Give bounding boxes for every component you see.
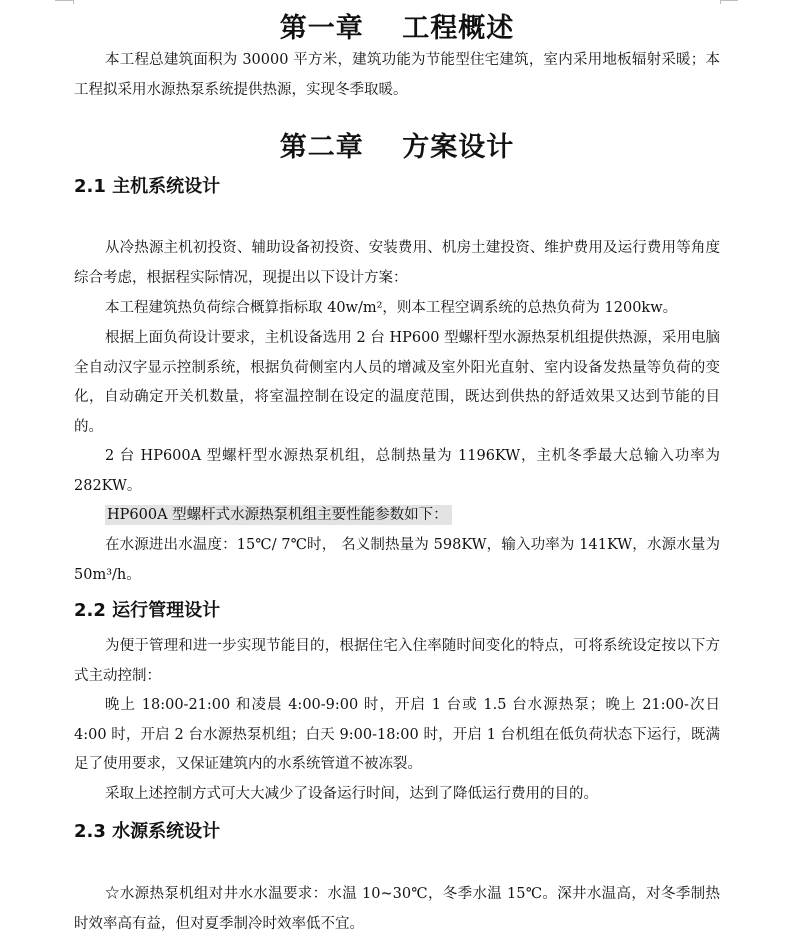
section-2-3-paragraph-1: ☆水源热泵机组对井水水温要求：水温 10~30℃，冬季水温 15℃。深井水温高，对冬季制热时效率高有益，但对夏季制冷时效率低不宜。 <box>74 886 720 932</box>
chapter-1-title: 第一章 工程概述 <box>279 13 515 44</box>
section-2-1-paragraph-1: 从冷热源主机初投资、辅助设备初投资、安装费用、机房土建投资、维护费用及运行费用等角度综合考虑，根据程实际情况，现提出以下设计方案： <box>74 240 720 286</box>
section-2-3-heading: 2.3 水源系统设计 <box>74 821 221 842</box>
section-2-2-paragraph-3: 采取上述控制方式可大大减少了设备运行时间，达到了降低运行费用的目的。 <box>105 786 598 802</box>
chapter-1-intro: 本工程总建筑面积为 30000 平方米，建筑功能为节能型住宅建筑，室内采用地板辐射采暖；本工程拟采用水源热泵系统提供热源，实现冬季取暖。 <box>74 52 720 98</box>
section-2-1-paragraph-2: 本工程建筑热负荷综合概算指标取 40w/m²，则本工程空调系统的总热负荷为 1200kw。 <box>105 300 678 316</box>
section-2-1-paragraph-6: 在水源进出水温度：15℃/ 7℃时， 名义制热量为 598KW，输入功率为 141KW，水源水量为 50m³/h。 <box>74 537 720 583</box>
section-2-1-paragraph-5 <box>105 505 452 525</box>
crop-mark-top-left-vertical <box>73 0 74 4</box>
section-2-1-paragraph-3: 根据上面负荷设计要求，主机设备选用 2 台 HP600 型螺杆型水源热泵机组提供热源，采用电脑全自动汉字显示控制系统，根据负荷侧室内人员的增减及室外阳光直射、室内设备发热量等负荷的变化，自动确定开关机数量，将室温控制在设定的温度范围，既达到供热的舒适效果又达到节能的目的。 <box>74 330 720 435</box>
section-2-1-paragraph-4: 2 台 HP600A 型螺杆型水源热泵机组，总制热量为 1196KW，主机冬季最大总输入功率为 282KW。 <box>74 448 720 494</box>
chapter-2-title: 第二章 方案设计 <box>279 132 515 163</box>
section-2-2-paragraph-1: 为便于管理和进一步实现节能目的，根据住宅入住率随时间变化的特点，可将系统设定按以下方式主动控制： <box>74 638 720 684</box>
crop-mark-top-right <box>720 0 738 1</box>
section-2-2-paragraph-2: 晚上 18:00-21:00 和凌晨 4:00-9:00 时，开启 1 台或 1.5 台水源热泵；晚上 21:00-次日 4:00 时，开启 2 台水源热泵机组；白天 9:00-18:00 时，开启 1 台机组在低负荷状态下运行，既满足了使用要求，又保证建筑内的水系统管道不被冻裂。 <box>74 697 720 772</box>
section-2-2-heading: 2.2 运行管理设计 <box>74 600 221 621</box>
highlighted-text: HP600A 型螺杆式水源热泵机组主要性能参数如下： <box>105 505 452 525</box>
crop-mark-top-left <box>55 0 73 1</box>
section-2-1-heading: 2.1 主机系统设计 <box>74 176 221 197</box>
